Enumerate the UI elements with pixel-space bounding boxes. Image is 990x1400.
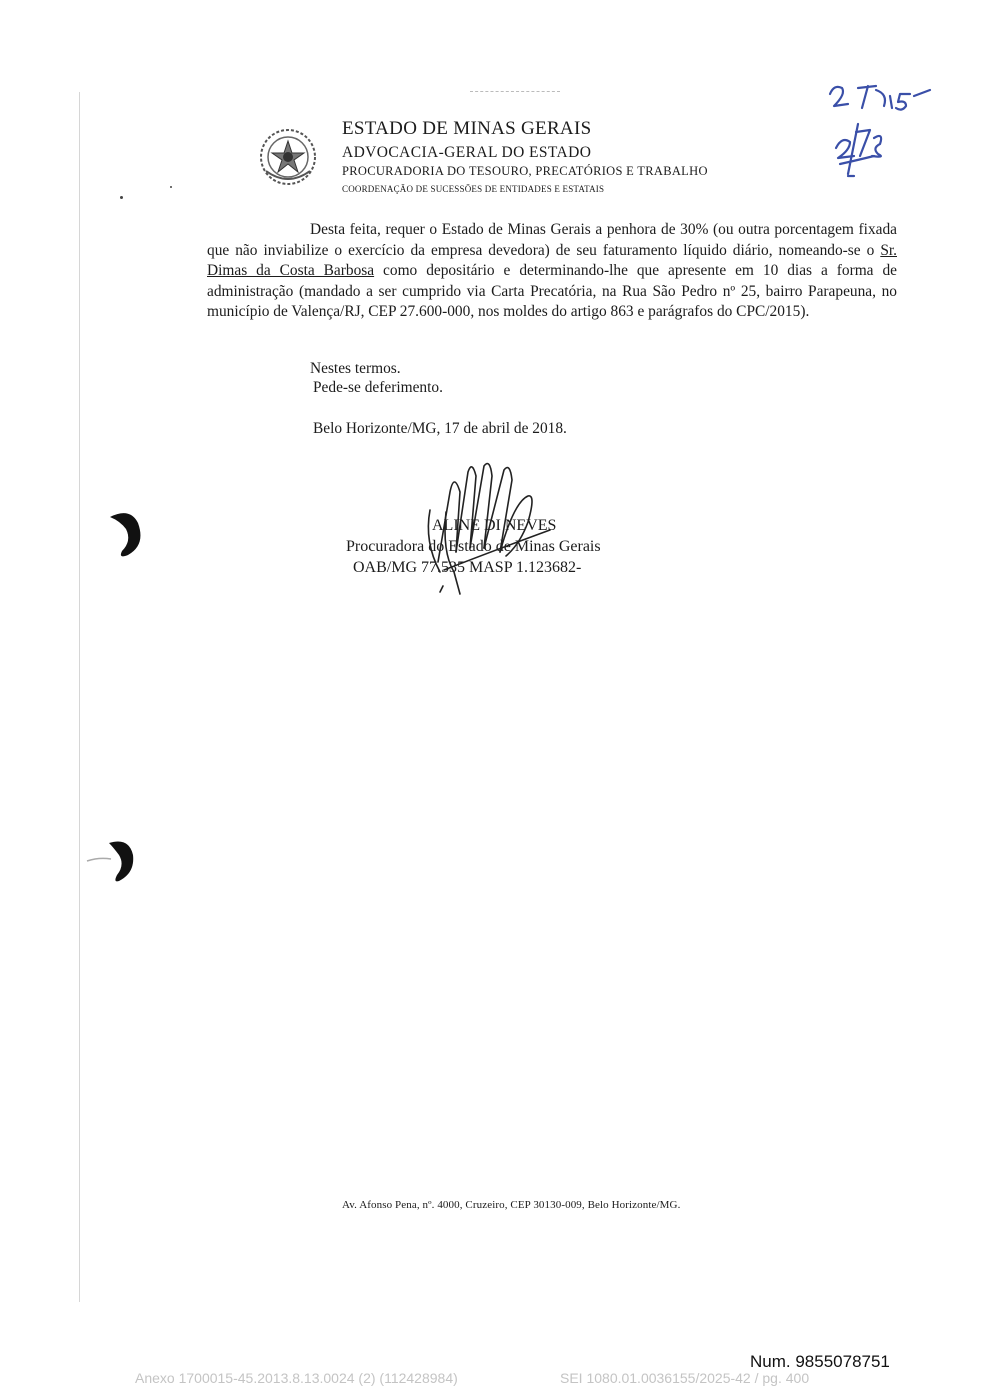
depositary-name: Sr. Dimas da Costa Barbosa	[207, 241, 897, 279]
document-number-stamp: Num. 9855078751	[750, 1352, 890, 1371]
closing-terms: Nestes termos.	[310, 360, 401, 377]
punch-hole-mark	[85, 833, 141, 885]
signatory-name: ALINE DI NEVES	[432, 517, 557, 534]
header-department: PROCURADORIA DO TESOURO, PRECATÓRIOS E TRABALHO	[342, 164, 708, 178]
footer-address: Av. Afonso Pena, nº. 4000, Cruzeiro, CEP 30130-009, Belo Horizonte/MG.	[342, 1199, 681, 1211]
page-margin-line	[79, 92, 80, 1302]
scan-mark	[470, 91, 560, 94]
request-text-part1: Desta feita, requer o Estado de Minas Gerais a penhora de 30% (ou outra porcentagem fixada que não inviabilize o exercício da empresa devedora) de seu faturamento líquido diário, nomeando-se o	[207, 221, 897, 259]
state-coat-of-arms-icon	[258, 127, 318, 187]
signatory-role: Procuradora do Estado de Minas Gerais	[346, 538, 601, 555]
request-paragraph	[207, 220, 897, 323]
sei-page-stamp: SEI 1080.01.0036155/2025-42 / pg. 400	[560, 1370, 810, 1386]
handwritten-signature	[410, 452, 570, 602]
scan-speck	[120, 196, 123, 199]
closing-request: Pede-se deferimento.	[313, 379, 443, 396]
punch-hole-mark	[100, 505, 148, 561]
date-line: Belo Horizonte/MG, 17 de abril de 2018.	[313, 420, 567, 437]
header-state: ESTADO DE MINAS GERAIS	[342, 118, 592, 139]
signatory-registration: OAB/MG 77.535 MASP 1.123682-	[353, 559, 582, 576]
header-coordination: COORDENAÇÃO DE SUCESSÕES DE ENTIDADES E ESTATAIS	[342, 184, 605, 194]
handwritten-page-number	[818, 72, 948, 187]
header-agency: ADVOCACIA-GERAL DO ESTADO	[342, 144, 592, 161]
request-text-part2: como depositário e determinando-lhe que apresente em 10 dias a forma de administração (mandado a ser cumprido via Carta Precatória, na Rua São Pedro nº 25, bairro Parapeuna, no município de Valença/RJ, CEP 27.600-000, nos moldes do artigo 863 e parágrafos do CPC/2015).	[207, 262, 898, 320]
scan-speck	[170, 186, 172, 188]
annex-stamp: Anexo 1700015-45.2013.8.13.0024 (2) (112428984)	[135, 1370, 458, 1386]
